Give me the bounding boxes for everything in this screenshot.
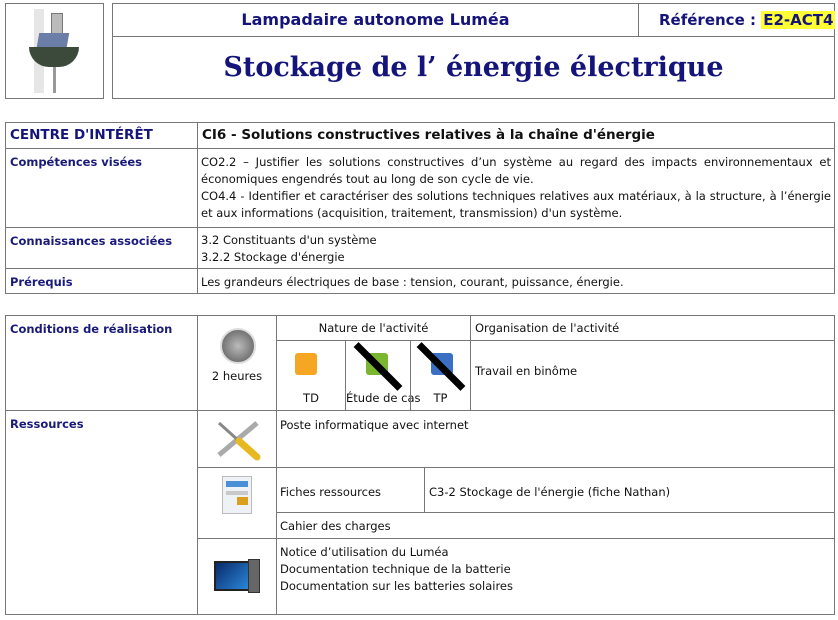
prerequis-value: Les grandeurs électriques de base : tension, courant, puissance, énergie. [201,275,624,289]
crossed-out-mark [417,342,466,391]
ci-header-label: CENTRE D'INTÉRÊT [10,127,153,143]
activity-td-cell [276,340,346,411]
computer-doc-item: Notice d’utilisation du Luméa [280,545,449,559]
organisation-header: Organisation de l'activité [475,321,620,335]
tools-icon-cell [197,410,277,468]
ci-header-value: CI6 - Solutions constructives relatives à la chaîne d'énergie [202,127,655,143]
competence-co4-4: CO4.4 - Identifier et caractériser des solutions techniques relatives aux matériaux, à la structure, à l’énergie et aux informations (acquisition, traitement, transmission) d'un système. [201,189,831,220]
td-icon [295,353,317,375]
docs-icon-cell [197,467,277,539]
organisation-header-cell [470,315,835,341]
project-cell [112,3,639,37]
connaissances-value-cell [197,227,835,269]
ressources-label-cell [5,410,198,615]
organisation-value: Travail en binôme [475,364,578,378]
computer-docs-cell [276,538,835,615]
conditions-label-cell [5,315,198,411]
nature-header-cell [276,315,471,341]
computer-icon-cell [197,538,277,615]
project-name: Lampadaire autonome Luméa [241,10,510,29]
page-title: Stockage de l’ énergie électrique [223,52,724,83]
computer-doc-item: Documentation sur les batteries solaires [280,579,513,593]
crossed-out-mark [354,342,403,391]
reference-cell [638,3,835,37]
organisation-cell [470,340,835,411]
docs-label: Fiches ressources [280,485,382,499]
competence-co2-2: CO2.2 – Justifier les solutions constructives d’un système au regard des impacts environnementaux et économiques engendrés tout au long de son cycle de vie. [201,155,831,186]
activity-td-label: TD [303,391,319,405]
nature-header: Nature de l'activité [318,321,429,335]
specs-cell [276,512,835,539]
conditions-label: Conditions de réalisation [10,322,173,336]
computer-doc-item: Documentation technique de la batterie [280,562,511,576]
document-icon [222,476,252,514]
tools-icon [213,417,263,461]
ci-header-value-cell [197,122,835,149]
duration-cell [197,315,277,411]
prerequis-value-cell [197,268,835,294]
docs-value-cell [424,467,835,513]
tools-value: Poste informatique avec internet [280,418,469,432]
activity-tp-label: TP [433,391,448,405]
duration-text: 2 heures [211,369,263,383]
activity-case-study-label: Étude de cas [346,391,421,405]
docs-label-cell [276,467,425,513]
activity-tp-cell [410,340,471,411]
tools-cell [276,410,835,468]
competences-label: Compétences visées [10,155,143,169]
prerequis-label-cell [5,268,198,294]
reference-value: E2-ACT4 [763,11,834,29]
competences-value-cell [197,148,835,228]
connaissances-label: Connaissances associées [10,234,173,248]
activity-case-study-cell [345,340,421,411]
competences-label-cell [5,148,198,228]
ci-header-label-cell [5,122,198,149]
connaissance-item: 3.2.2 Stockage d'énergie [201,250,345,264]
lamp-image [5,3,104,99]
lamp-picture [26,9,81,93]
prerequis-label: Prérequis [10,275,73,289]
connaissances-label-cell [5,227,198,269]
ressources-label: Ressources [10,417,84,431]
computer-icon [214,561,252,591]
clock-icon [220,328,256,364]
reference-label: Référence : [659,11,756,29]
connaissance-item: 3.2 Constituants d'un système [201,233,377,247]
specs-value: Cahier des charges [280,519,391,533]
docs-value: C3-2 Stockage de l'énergie (fiche Nathan) [429,485,671,499]
